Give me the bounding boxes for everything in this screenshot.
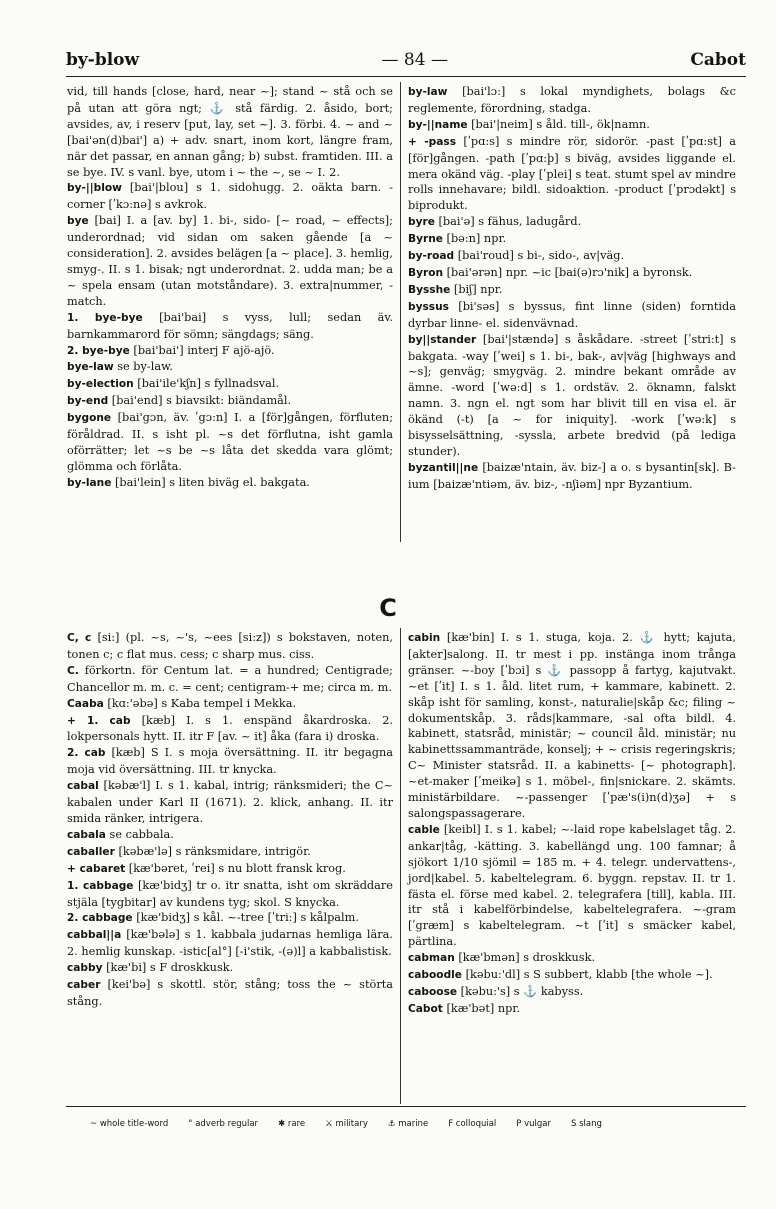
legend-item: ° adverb regular: [188, 1119, 259, 1129]
entry: [408, 299, 736, 332]
entry: [67, 861, 393, 878]
headword: Bysshe: [408, 283, 451, 296]
headword: caboodle: [408, 969, 462, 982]
entry: [67, 977, 393, 1010]
header-right-word: Cabot: [690, 50, 746, 70]
headword: byssus: [408, 300, 449, 313]
entry: [67, 213, 393, 309]
headword: by-end: [67, 395, 109, 408]
headword: bygone: [67, 412, 112, 425]
entry: [408, 134, 736, 215]
entry: [67, 960, 393, 977]
entry: [67, 745, 393, 778]
headword: by-||blow: [67, 182, 122, 195]
headword: C, c: [67, 632, 92, 644]
entry-text: [kæ'bət] npr.: [446, 1001, 521, 1015]
entry-text: [kei'bə] s skottl. stör, stång; toss the ~ störta stång.: [67, 978, 393, 1008]
entry: [67, 696, 393, 713]
entry: [408, 231, 736, 248]
entry: [408, 282, 736, 299]
entry-text: [bai'ə] s fähus, ladugård.: [438, 215, 582, 229]
headword: bye: [67, 215, 89, 228]
headword: cable: [408, 823, 440, 836]
legend-item: ~ whole title-word: [90, 1119, 169, 1129]
headword: C.: [67, 664, 79, 677]
headword: + cabaret: [67, 862, 126, 875]
headword: cabbal||a: [67, 929, 122, 942]
entry: [408, 214, 736, 231]
entry-text: [baizæ'ntain, äv. biz-] a o. s bysantin[sk]. B-ium [baizæ'ntiəm, äv. biz-, -nʃiəm] npr Byzantium.: [408, 460, 737, 491]
entry: [67, 878, 393, 911]
headword: byre: [408, 216, 435, 229]
entry: [408, 630, 736, 822]
entry-text: [bai'|blou] s 1. sidohugg. 2. oäkta barn. -corner [ʹkɔ:nə] s avkrok.: [67, 181, 393, 212]
headword: 2. cab: [67, 747, 106, 760]
headword: by-road: [408, 250, 455, 263]
entry: [67, 359, 393, 376]
entry-text: [ʹpɑ:s] s mindre rör, sidorör. -past [ʹpɑ:st] a [för]gången. -path [ʹpɑ:þ] s biväg, avsides liggande el. mera okänd väg. -play [ʹplei] s teat. stumt spel av mindre rolls innehavare; bildl. sidoaktion. -product [ʹprɔdəkt] s biprodukt.: [408, 134, 736, 213]
headword: + 1. cab: [67, 714, 131, 727]
entry-text: [kæ'bmən] s droskkusk.: [458, 951, 596, 965]
legend-item: ⚓ marine: [387, 1119, 429, 1129]
entry-text: [bai'ərən] npr. ~ic [bai(ə)rɔ'nik] a byronsk.: [446, 265, 693, 279]
entry-text: [kæ'bələ] s 1. kabbala judarnas hemliga lära. 2. hemlig kunskap. -istic[al°] [-i'stik, -(ə)l] a kabbalistisk.: [67, 928, 393, 959]
headword: cabby: [67, 962, 103, 975]
entry: [408, 967, 736, 984]
headword: by-||name: [408, 118, 468, 131]
entry-text: se cabbala.: [109, 827, 174, 841]
entry-text: [bai'end] s biavsikt: biändamål.: [111, 394, 292, 408]
headword: Byron: [408, 266, 444, 279]
headword: cabin: [408, 632, 441, 644]
entry-text: [kæ'bəret, ʹrei] s nu blott fransk krog.: [128, 861, 346, 875]
entry: [67, 778, 393, 827]
headword: Cabot: [408, 1002, 443, 1015]
entry: [67, 343, 393, 360]
entry-text: [bai'gɔn, äv. ʹgɔ:n] I. a [för]gången, förfluten; föråldrad. II. s isht pl. ~s det förflutna, isht gamla oförrätter; let ~s be ~s låta det skedda vara glömt; glömma och förlåta.: [67, 411, 394, 473]
entry: [408, 822, 736, 950]
entry: [67, 910, 393, 927]
page-header: [66, 46, 746, 74]
entry-text: [bai'|neim] s åld. till-, ök|namn.: [471, 117, 650, 131]
entry: [67, 410, 393, 475]
headword: Caaba: [67, 697, 104, 710]
entry-text: [kæ'bin] I. s 1. stuga, koja. 2. ⚓ hytt; kajuta, [akter]salong. II. tr mest i pp. instänga inom trånga gränser. ~-boy [ʹbɔi] s ⚓ passopp å fartyg, kajutvakt. ~et [ʹit] I. s 1. åld. litet rum, + kammare, kabinett. 2. skåp isht för samling, konst-, naturalie|skåp &c; filing ~ dokumentskåp. 3. råds|kammare, -sal ofta bildl. 4. kabinett, statsråd, ministär; ~ council åld. ministär; nu kabinettssammanträde, konselj; + ~ crisis regeringskris; C~ Minister statsråd. II. a kabinetts- [~ photograph]. ~et-maker [ʹmeikə] s 1. möbel-, fin|snickare. 2. skämts. ministärbildare. ~-passenger [ʹpæ's(i)n(d)ʒə] + s salongspassagerare.: [408, 631, 736, 820]
entry: [408, 265, 736, 282]
entry-text: [bai'roud] s bi-, sido-, av|väg.: [457, 249, 625, 263]
entry: [67, 844, 393, 861]
entry-text: [kəbæ'lə] s ränksmidare, intrigör.: [118, 844, 311, 858]
headword: by-lane: [67, 476, 112, 489]
headword: by-election: [67, 378, 134, 391]
entry: [408, 1001, 736, 1018]
entry-text: [bai'bai'] interj F ajö-ajö.: [133, 343, 275, 357]
upper-left-column: [67, 84, 393, 492]
entry-text: vid, till hands [close, hard, near ~]; stand ~ stå och se på utan att göra ngt; ⚓ stå färdig. 2. åsido, bort; avsides, av, i reserv [put, lay, set ~]. 3. förbi. 4. ~ and ~ [bai'ən(d)bai'] a) + adv. snart, inom kort, längre fram, när det passar, en annan gång; b) subst. framtiden. III. a se bye. IV. s vanl. bye, utom i ~ the ~, se ~ I. 2.: [67, 85, 393, 179]
entry-text: [bi'səs] s byssus, fint linne (siden) forntida dyrbar linne- el. sidenvävnad.: [408, 299, 736, 330]
page-number: — 84 —: [381, 50, 448, 70]
entry: [408, 117, 736, 134]
entry: [67, 84, 393, 180]
entry-text: [kæ'bi] s F droskkusk.: [106, 961, 234, 975]
entry-text: [keibl] I. s 1. kabel; ~-laid rope kabelslaget tåg. 2. ankar|tåg, -kätting. 3. kabellängd ung. 100 famnar; å sjökort 1/10 sjömil = 185 m. + 4. telegr. undervattens-, jord|kabel. 5. kabeltelegram. 6. byggn. repstav. II. tr 1. fästa el. förse med kabel. 2. telegrafera [till], kabla. III. itr stå i kabelförbindelse, kabeltelegrafera. ~-gram [ʹgræm] s kabeltelegram. ~t [ʹit] s smäcker kabel, pärtlina.: [408, 822, 737, 949]
entry: [67, 376, 393, 393]
entry: [408, 332, 736, 460]
entry-text: [kæb] I. s 1. enspänd åkardroska. 2. lokpersonals hytt. II. itr F [av. ~ it] åka (fara i) droska.: [67, 713, 393, 744]
headword: cabala: [67, 828, 106, 841]
entry-text: [si:] (pl. ~s, ~'s, ~ees [si:z]) s bokstaven, noten, tonen c; c flat mus. cess; c sharp mus. ciss.: [67, 631, 393, 661]
legend-item: ✱ rare: [278, 1119, 306, 1129]
headword: by||stander: [408, 333, 477, 346]
headword: byzantil||ne: [408, 461, 479, 474]
entry-text: se by-law.: [117, 360, 174, 374]
entry: [408, 248, 736, 265]
legend-item: P vulgar: [516, 1119, 552, 1129]
headword: 1. bye-bye: [67, 311, 143, 324]
headword: 1. cabbage: [67, 879, 134, 892]
entry-text: [bai] I. a [av. by] 1. bi-, sido- [~ road, ~ effects]; underordnad; vid sidan om saken gående [a ~ consideration]. 2. avsides belägen [a ~ place]. 3. hemlig, smyg-. II. s 1. bisak; ngt underordnat. 2. udda man; be a ~ spela ensam (utan motståndare). 3. extra|nummer, -match.: [67, 214, 393, 308]
entry-text: [bai'|stændə] s åskådare. -street [ʹstri:t] s bakgata. -way [ʹwei] s 1. bi-, bak-, av|väg [highways and ~s]; genväg; smygväg. 2. mindre bekant område av ämne. -word [ʹwə:d] s 1. ordstäv. 2. öknamn, falskt namn. 3. ngn el. ngt som har blivit till en visa el. är ökänd (-t) [a ~ for iniquity]. -work [ʹwə:k] s bisysselsättning, -syssla, arbete bredvid (på lediga stunder).: [408, 332, 736, 458]
headword: caber: [67, 979, 101, 992]
headword: 2. bye-bye: [67, 344, 130, 357]
column-divider: [400, 82, 401, 542]
entry: [408, 460, 736, 493]
entry: [67, 393, 393, 410]
header-rule: [66, 76, 746, 77]
entry-text: förkortn. för Centum lat. = a hundred; Centigrade; Chancellor m. m. c. = cent; centigram-+ me; circa m. m.: [67, 663, 393, 694]
headword: caboose: [408, 985, 458, 998]
entry-text: [biʃ] npr.: [453, 282, 503, 296]
symbol-legend: [90, 1114, 746, 1134]
entry: [67, 180, 393, 213]
headword: cabal: [67, 780, 99, 793]
headword: cabman: [408, 952, 455, 965]
headword: + -pass: [408, 135, 457, 148]
entry-text: [bə:n] npr.: [446, 232, 507, 246]
entry: [67, 630, 393, 663]
entry-text: [kæ'bidʒ] s kål. ~-tree [ʹtri:] s kålpalm.: [136, 911, 359, 925]
entry-text: [kɑ:'əbə] s Kaba tempel i Mekka.: [107, 696, 297, 710]
entry-text: [bai'lein] s liten biväg el. bakgata.: [115, 475, 310, 489]
entry-text: [kæb] S I. s moja översättning. II. itr begagna moja vid översättning. III. tr knycka.: [67, 746, 393, 777]
entry-text: [bai'ile'kʃn] s fyllnadsval.: [137, 377, 280, 391]
headword: bye-law: [67, 361, 114, 374]
entry: [408, 950, 736, 967]
headword: 2. cabbage: [67, 912, 133, 925]
lower-right-column: [408, 630, 736, 1018]
header-left-word: by-blow: [66, 50, 140, 70]
entry-text: [kəbu:'dl] s S subbert, klabb [the whole ~].: [465, 968, 713, 982]
lower-left-column: [67, 630, 393, 1010]
section-letter: C: [379, 594, 397, 622]
entry: [408, 984, 736, 1001]
headword: Byrne: [408, 233, 443, 246]
upper-right-column: [408, 84, 736, 493]
legend-item: ⚔ military: [325, 1119, 368, 1129]
entry-text: [kəbæ'l] I. s 1. kabal, intrig; ränksmideri; the C~ kabalen under Karl II (1671). 2. klick, anhang. II. itr smida ränker, intrigera.: [67, 779, 393, 825]
legend-item: S slang: [571, 1119, 602, 1129]
footer-rule: [66, 1106, 746, 1107]
column-divider: [400, 628, 401, 1104]
entry: [408, 84, 736, 117]
headword: by-law: [408, 86, 448, 98]
entry-text: [bai'bai] s vyss, lull; sedan äv. barnkammarord för sömn; sängdags; säng.: [67, 310, 394, 341]
entry: [67, 713, 393, 746]
entry-text: [kæ'bidʒ] tr o. itr snatta, isht om skräddare stjäla [tygbitar] av kundens tyg; skol. S knycka.: [67, 878, 393, 909]
entry: [67, 310, 393, 343]
legend-item: F colloquial: [448, 1119, 497, 1129]
entry: [67, 927, 393, 960]
entry-text: [bai'lɔ:] s lokal myndighets, bolags &c reglemente, förordning, stadga.: [408, 85, 737, 115]
entry: [67, 663, 393, 696]
entry-text: [kəbu:'s] s ⚓ kabyss.: [460, 984, 584, 998]
entry: [67, 475, 393, 492]
entry: [67, 827, 393, 844]
headword: caballer: [67, 845, 115, 858]
